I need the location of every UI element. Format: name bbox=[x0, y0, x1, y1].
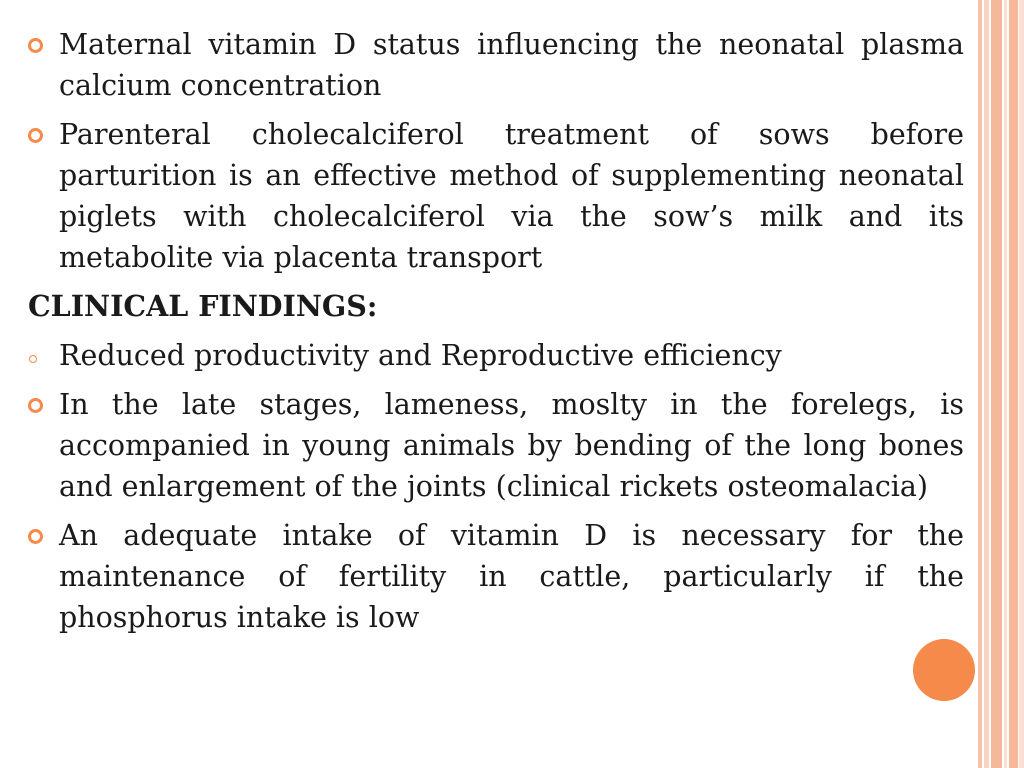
bullet-item bbox=[28, 335, 964, 376]
section-heading: CLINICAL FINDINGS: bbox=[28, 289, 378, 323]
orange-circle-decoration bbox=[913, 639, 975, 701]
circle-bullet-icon bbox=[28, 128, 43, 143]
decorative-stripe bbox=[1009, 0, 1018, 768]
bullet-item bbox=[28, 515, 964, 638]
slide-content bbox=[28, 24, 964, 646]
decorative-stripe bbox=[984, 0, 989, 768]
bullet-item bbox=[28, 24, 964, 106]
small-circle-bullet-icon bbox=[29, 355, 37, 363]
decorative-stripe bbox=[1019, 0, 1024, 768]
circle-bullet-icon bbox=[28, 38, 43, 53]
bullet-text: An adequate intake of vitamin D is necessary for the maintenance of fertility in cattle, particularly if the phosphorus intake is low bbox=[59, 519, 964, 634]
bullet-text: In the late stages, lameness, moslty in the forelegs, is accompanied in young animals by bending of the long bones and enlargement of the joints (clinical rickets osteomalacia) bbox=[59, 388, 964, 503]
bullet-text: Reduced productivity and Reproductive efficiency bbox=[59, 339, 782, 372]
bullet-item bbox=[28, 384, 964, 507]
decorative-stripe bbox=[978, 0, 982, 768]
bullet-text: Maternal vitamin D status influencing the neonatal plasma calcium concentration bbox=[59, 28, 964, 102]
decorative-stripe bbox=[991, 0, 1002, 768]
bullet-item bbox=[28, 114, 964, 278]
decorative-stripe bbox=[1004, 0, 1007, 768]
circle-bullet-icon bbox=[28, 398, 43, 413]
circle-bullet-icon bbox=[28, 529, 43, 544]
bullet-text: Parenteral cholecalciferol treatment of sows before parturition is an effective method of supplementing neonatal piglets with cholecalciferol via the sow’s milk and its metabolite via placenta transport bbox=[59, 118, 964, 274]
